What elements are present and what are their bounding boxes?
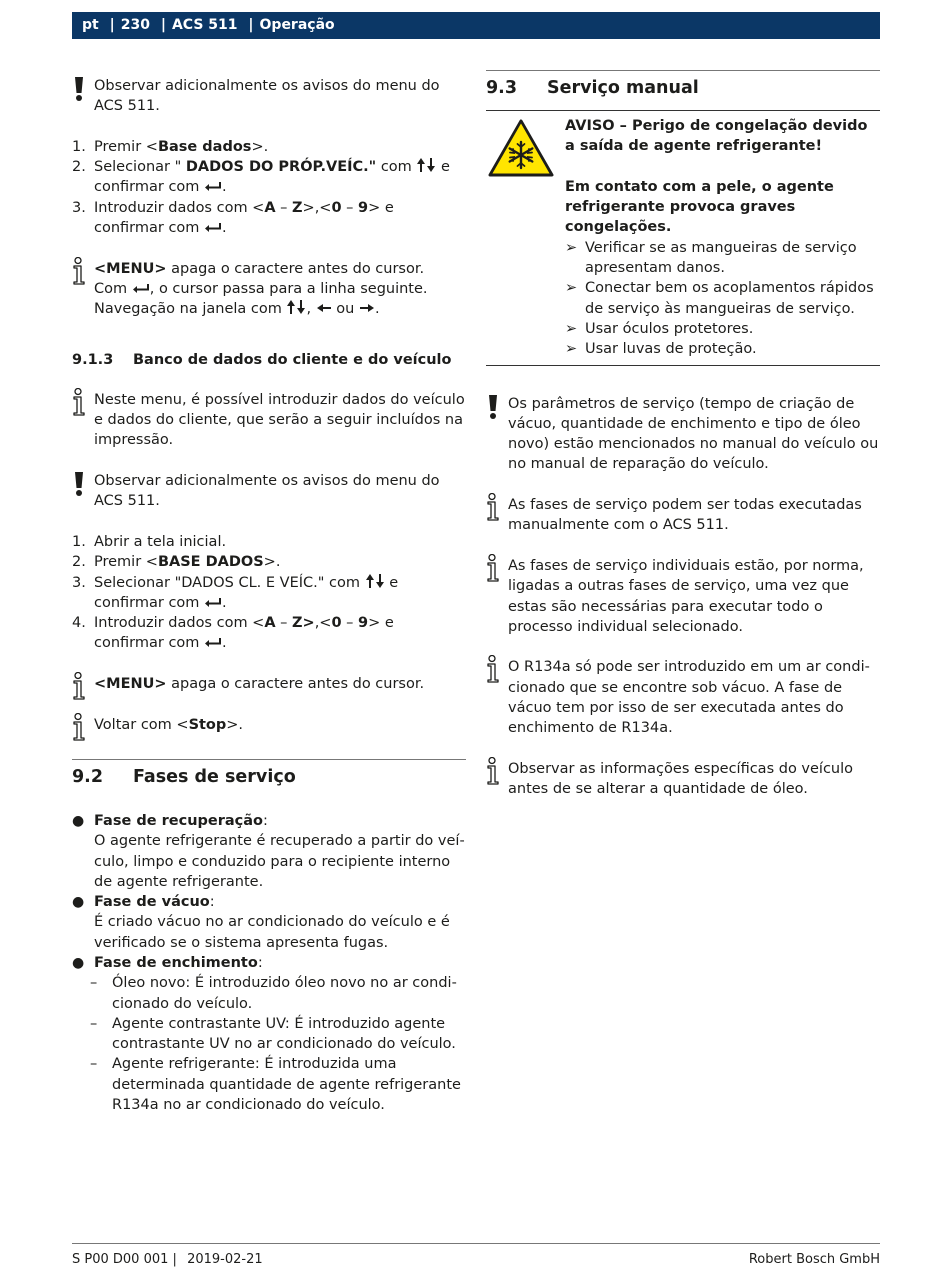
list-item: ● Fase de enchimento: bbox=[72, 954, 263, 971]
sub-list-item: – Agente contrastante UV: É introduzido agente contrastante UV no ar condicionado do veículo. bbox=[90, 1015, 456, 1053]
list-item: 2. Premir <BASE DADOS>. bbox=[72, 554, 281, 571]
enter-key-icon bbox=[204, 597, 222, 607]
footer-doc-info: S P00 D00 001 | 2019-02-21 bbox=[72, 1252, 263, 1267]
footer-company: Robert Bosch GmbH bbox=[748, 1252, 880, 1267]
info-icon bbox=[72, 388, 88, 416]
sub-list-item: – Agente refrigerante: É introduzida uma determinada quantidade de agente refrigerante R134a no ar condicionado do veículo. bbox=[90, 1056, 461, 1114]
arrow-right-icon bbox=[359, 303, 375, 313]
arrow-left-icon bbox=[316, 303, 332, 313]
warning-lead: Em contato com a pele, o agente refrigerante provoca graves congelações. bbox=[565, 178, 834, 236]
exclamation-icon bbox=[486, 394, 500, 420]
header-page-number: 230 bbox=[120, 17, 150, 33]
header-product: ACS 511 bbox=[171, 17, 238, 33]
arrow-up-icon bbox=[365, 573, 375, 589]
phase-list bbox=[72, 811, 466, 1115]
info-note: As fases de serviço podem ser todas executadas manualmente com o ACS 511. bbox=[486, 495, 880, 536]
subsection-heading: 9.1.3 Banco de dados do cliente e do veículo bbox=[72, 351, 452, 368]
list-item: 3. Selecionar "DADOS CL. E VEÍC." com e confirmar com . bbox=[72, 574, 399, 611]
info-icon bbox=[486, 655, 502, 683]
exclamation-icon bbox=[72, 76, 86, 102]
list-item: ● Fase de recuperação: O agente refrigerante é recuperado a partir do veículo, limpo e conduzido para o recipiente interno de agente refrigerante. bbox=[72, 812, 465, 890]
info-icon bbox=[486, 493, 502, 521]
info-note: As fases de serviço individuais estão, por norma, ligadas a outras fases de serviço, uma vez que estas são necessárias para executar todo o processo individual selecionado. bbox=[486, 556, 880, 637]
list-item: ➢ Usar luvas de proteção. bbox=[565, 341, 757, 358]
info-note: <MENU> apaga o caractere antes do cursor. bbox=[72, 674, 466, 694]
arrow-down-icon bbox=[296, 299, 306, 315]
enter-key-icon bbox=[204, 637, 222, 647]
list-item: ➢ Verificar se as mangueiras de serviço apresentam danos. bbox=[565, 239, 857, 277]
warning-note: Os parâmetros de serviço (tempo de criação de vácuo, quantidade de enchimento e tipo de óleo novo) estão mencionados no manual do veículo ou no manual de reparação do veículo. bbox=[486, 394, 880, 475]
left-column bbox=[72, 76, 466, 1115]
enter-key-icon bbox=[204, 181, 222, 191]
snowflake-warning-icon bbox=[488, 119, 554, 177]
warning-note: Observar adicionalmente os avisos do menu do ACS 511. bbox=[72, 471, 466, 512]
right-column bbox=[486, 70, 880, 820]
footer-date: 2019-02-21 bbox=[187, 1252, 263, 1267]
steps-list bbox=[72, 137, 466, 238]
sub-list-item: – Óleo novo: É introduzido óleo novo no ar condicionado do veículo. bbox=[90, 975, 457, 1012]
footer-divider bbox=[72, 1243, 880, 1244]
info-note: Neste menu, é possível introduzir dados do veículo e dados do cliente, que serão a seguir incluídos na impressão. bbox=[72, 390, 466, 451]
list-item: 1. Premir <Base dados>. bbox=[72, 138, 269, 155]
info-note: Observar as informações específicas do veículo antes de se alterar a quantidade de óleo. bbox=[486, 759, 880, 800]
steps-list bbox=[72, 532, 466, 654]
info-icon bbox=[72, 713, 88, 741]
info-note: O R134a só pode ser introduzido em um ar condicionado que se encontre sob vácuo. A fase de vácuo tem por isso de ser executada antes do enchimento de R134a. bbox=[486, 657, 880, 738]
info-icon bbox=[486, 757, 502, 785]
list-item: ➢ Conectar bem os acoplamentos rápidos de serviço às mangueiras de serviço. bbox=[565, 280, 874, 317]
info-note: Voltar com <Stop>. bbox=[72, 715, 466, 735]
section-heading: 9.3 Serviço manual bbox=[486, 70, 880, 100]
list-item: 3. Introduzir dados com <A – Z>,<0 – 9> e confirmar com . bbox=[72, 199, 394, 237]
arrow-up-icon bbox=[286, 299, 296, 315]
arrow-down-icon bbox=[375, 573, 385, 589]
note-text: Observar adicionalmente os avisos do menu do ACS 511. bbox=[94, 78, 440, 115]
list-item: 2. Selecionar " DADOS DO PRÓP.VEÍC." com e confirmar com . bbox=[72, 159, 450, 196]
info-icon bbox=[486, 554, 502, 582]
page-header: pt | 230 | ACS 511 | Operação bbox=[72, 12, 880, 39]
header-section: Operação bbox=[259, 17, 335, 33]
section-heading: 9.2 Fases de serviço bbox=[72, 759, 466, 789]
warning-title: AVISO – Perigo de congelação devido a saída de agente refrigerante! bbox=[565, 118, 868, 155]
list-item: 4. Introduzir dados com <A – Z>,<0 – 9> e confirmar com . bbox=[72, 615, 394, 652]
enter-key-icon bbox=[132, 283, 150, 293]
info-icon bbox=[72, 257, 88, 285]
arrow-down-icon bbox=[426, 157, 436, 173]
arrow-up-icon bbox=[416, 157, 426, 173]
warning-note bbox=[72, 76, 466, 117]
exclamation-icon bbox=[72, 471, 86, 497]
list-item: 1. Abrir a tela inicial. bbox=[72, 533, 227, 550]
info-icon bbox=[72, 672, 88, 700]
footer-doc-number: S P00 D00 001 bbox=[72, 1252, 169, 1267]
info-note: <MENU> apaga o caractere antes do cursor. Com , o cursor passa para a linha seguinte. Navegação na janela com , ou . bbox=[72, 259, 466, 320]
enter-key-icon bbox=[204, 222, 222, 232]
list-item: ● Fase de vácuo: É criado vácuo no ar condicionado do veículo e é verificado se o sistema apresenta fugas. bbox=[72, 894, 450, 951]
list-item: ➢ Usar óculos protetores. bbox=[565, 320, 754, 337]
header-lang: pt bbox=[82, 17, 99, 33]
safety-warning-box bbox=[486, 110, 880, 366]
